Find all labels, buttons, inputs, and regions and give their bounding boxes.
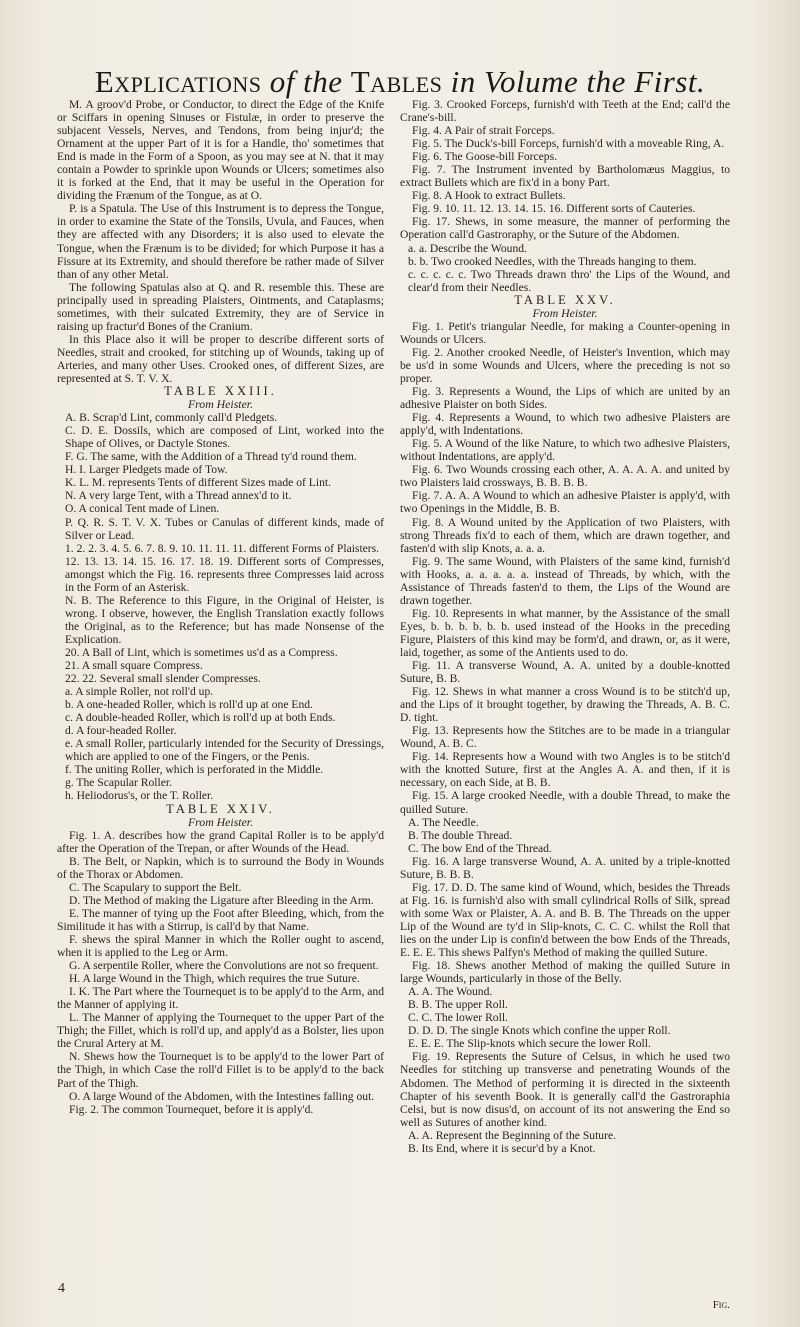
entry: Fig. 8. A Wound united by the Application of two Plaisters, with strong Threads fix'd to each of them, which are drawn together, and fasten'd with slip Knots, a. a. a. <box>400 515 730 555</box>
entry: d. A four-headed Roller. <box>65 724 177 738</box>
entry: A. A. Represent the Beginning of the Suture. <box>408 1128 617 1142</box>
entry: Fig. 16. A large transverse Wound, A. A. united by a triple-knotted Suture, B. B. B. <box>400 854 730 881</box>
entry: b. A one-headed Roller, which is roll'd up at one End. <box>65 698 313 712</box>
paragraph: M. A groov'd Probe, or Conductor, to direct the Edge of the Knife or Sciffars in opening Sinuses or Fistulæ, in order to preserve the subjacent Vessels, Nerves, and Tendons, from being injur'd; the Ornament at the upper Part of it is for a Handle, tho' sometimes that End is made in the Form of a Spoon, as you may see at N. that it may contain a Powder to sprinkle upon Wounds or Ulcers; sometimes also it is forked at the End, that it may be useful in the Operation for dividing the Frænum of the Tongue, as at O. <box>57 98 384 203</box>
entry: Fig. 11. A transverse Wound, A. A. united by a double-knotted Suture, B. B. <box>400 659 730 686</box>
entry: Fig. 2. The common Tournequet, before it is apply'd. <box>69 1102 314 1116</box>
entry: b. b. Two crooked Needles, with the Threads hanging to them. <box>408 254 697 268</box>
page-number: 4 <box>58 1281 65 1296</box>
entry: D. The Method of making the Ligature after Bleeding in the Arm. <box>69 893 374 907</box>
paragraph: The following Spatulas also at Q. and R. resemble this. These are principally used in spreading Plaisters, Ointments, and Cataplasms; sometimes, with their sulcated Extremity, they are of Service in raising up fractur'd Bones of the Cranium. <box>57 280 384 333</box>
entry: Fig. 17. Shews, in some measure, the manner of performing the Operation call'd Gastroraphy, or the Suture of the Abdomen. <box>400 215 730 242</box>
entry: O. A conical Tent made of Linen. <box>65 502 220 516</box>
entry: f. The uniting Roller, which is perforated in the Middle. <box>65 763 324 777</box>
table-25-heading: TABLE XXV. <box>514 292 616 307</box>
entry: Fig. 7. A. A. A Wound to which an adhesive Plaister is apply'd, with two Openings in the Middle, B. B. <box>400 489 730 516</box>
entry: Fig. 19. Represents the Suture of Celsus, in which he used two Needles for stitching up transverse and penetrating Wounds of the Abdomen. The Method of performing it is directed in the sixteenth Chapter of his seventh Book. It is generally call'd the Gastroraphia Celsi, but is now disus'd, on account of its not answering the End so well as Sutures of another kind. <box>400 1050 730 1129</box>
entry: G. A serpentile Roller, where the Convolutions are not so frequent. <box>69 959 379 973</box>
entry: A. B. Scrap'd Lint, commonly call'd Pledgets. <box>65 411 278 425</box>
entry: Fig. 7. The Instrument invented by Bartholomæus Maggius, to extract Bullets which are fix'd in a bony Part. <box>400 163 730 190</box>
entry: E. E. E. The Slip-knots which secure the lower Roll. <box>408 1037 651 1051</box>
table-23-heading: TABLE XXIII. <box>164 384 277 399</box>
entry: Fig. 1. A. describes how the grand Capital Roller is to be apply'd after the Operation of the Trepan, or after Wounds of the Head. <box>57 828 384 855</box>
entry: N. Shews how the Tournequet is to be apply'd to the lower Part of the Thigh, in which Case the roll'd Fillet is to be apply'd to the back Part of the Thigh. <box>57 1050 384 1090</box>
paragraph: P. is a Spatula. The Use of this Instrument is to depress the Tongue, in order to examine the State of the Tonsils, Uvula, and Fauces, when they are affected with any Disorders; it is also used to elevate the Tongue, when the Frænum is to be divided; for which Purpose it has a Fissure at its Extremity, and should therefore be rather made of Silver than of any other Metal. <box>57 202 384 281</box>
table-24-source: From Heister. <box>187 814 254 829</box>
entry: c. A double-headed Roller, which is roll'd up at both Ends. <box>65 711 336 725</box>
entry: C. The bow End of the Thread. <box>408 841 552 855</box>
entry: Fig. 5. The Duck's-bill Forceps, furnish'd with a moveable Ring, A. <box>412 137 725 151</box>
table-25-source: From Heister. <box>532 305 598 320</box>
title-word-of-the: of the <box>269 64 343 99</box>
entry: Fig. 4. Represents a Wound, to which two adhesive Plaisters are apply'd, with Indentations. <box>400 411 730 438</box>
entry: C. D. E. Dossils, which are composed of Lint, worked into the Shape of Olives, or Dactyle Stones. <box>65 424 384 451</box>
entry: Fig. 12. Shews in what manner a cross Wound is to be stitch'd up, and the Lips of it brought together, by drawing the Threads, A. B. C. D. tight. <box>400 685 730 725</box>
entry: 20. A Ball of Lint, which is sometimes us'd as a Compress. <box>65 645 338 659</box>
entry: K. L. M. represents Tents of different Sizes made of Lint. <box>65 476 331 490</box>
entry: H. A large Wound in the Thigh, which requires the true Suture. <box>69 972 360 986</box>
page-title <box>0 64 800 100</box>
left-column <box>57 98 384 1269</box>
entry: c. c. c. c. c. Two Threads drawn thro' the Lips of the Wound, and clear'd from their Needles. <box>408 267 730 294</box>
entry: L. The Manner of applying the Tournequet to the upper Part of the Thigh; the Fillet, which is roll'd up, and apply'd as a Bolster, lies upon the Crural Artery at M. <box>57 1011 384 1051</box>
entry: 22. 22. Several small slender Compresses. <box>65 672 261 686</box>
entry: Fig. 2. Another crooked Needle, of Heister's Invention, which may be us'd in some Wounds and Ulcers, where the preceding is not so proper. <box>400 345 730 385</box>
entry: 1. 2. 2. 3. 4. 5. 6. 7. 8. 9. 10. 11. 11. 11. different Forms of Plaisters. <box>65 541 380 555</box>
entry: C. The Scapulary to support the Belt. <box>69 880 242 894</box>
entry: I. K. The Part where the Tournequet is to be apply'd to the Arm, and the Manner of applying it. <box>57 985 384 1012</box>
entry: Fig. 13. Represents how the Stitches are to be made in a triangular Wound, A. B. C. <box>400 724 730 751</box>
title-word-tables: Tables <box>350 64 443 99</box>
entry: Fig. 9. The same Wound, with Plaisters of the same kind, furnish'd with Hooks, a. a. a. a. a. instead of Threads, by which, with the Assistance of Threads fasten'd to them, the Lips of the Wound are drawn together. <box>400 554 730 607</box>
entry: Fig. 4. A Pair of strait Forceps. <box>412 124 555 138</box>
entry: O. A large Wound of the Abdomen, with the Intestines falling out. <box>69 1089 375 1103</box>
entry: N. B. The Reference to this Figure, in the Original of Heister, is wrong. I observe, however, the English Translation exactly follows the Original, as to the Reference; but has made Nonsense of the Explication. <box>65 593 384 646</box>
entry: F. G. The same, with the Addition of a Thread ty'd round them. <box>65 450 357 464</box>
entry: P. Q. R. S. T. V. X. Tubes or Canulas of different kinds, made of Silver or Lead. <box>65 515 384 542</box>
right-column <box>400 98 730 1269</box>
entry: N. A very large Tent, with a Thread annex'd to it. <box>65 489 292 503</box>
entry: D. D. D. The single Knots which confine the upper Roll. <box>408 1024 671 1038</box>
entry: C. C. The lower Roll. <box>408 1011 508 1025</box>
entry: Fig. 17. D. D. The same kind of Wound, which, besides the Threads at Fig. 16. is furnish'd also with small cylindrical Rolls of Silk, spread with some Wax or Plaister, A. A. and B. B. The Threads on the upper Lip of the Wound are ty'd in Slip-knots, C. C. C. whilst the Roll that lies on the under Lip is confin'd between the bow Ends of the Threads, E. E. E. This shews Palfyn's Method of making the quilled Suture. <box>400 880 730 960</box>
entry: h. Heliodorus's, or the T. Roller. <box>65 789 214 803</box>
entry: B. Its End, where it is secur'd by a Knot. <box>408 1141 596 1155</box>
entry: Fig. 3. Crooked Forceps, furnish'd with Teeth at the End; call'd the Crane's-bill. <box>400 98 730 125</box>
entry: A. The Needle. <box>408 815 479 829</box>
paragraph: In this Place also it will be proper to describe different sorts of Needles, strait and crooked, for stitching up of Wounds, taking up of Arteries, and many other Uses. Crooked ones, of different Sizes, are represented at S. T. V. X. <box>57 332 384 385</box>
title-word-explications: Explications <box>94 64 262 99</box>
entry: Fig. 15. A large crooked Needle, with a double Thread, to make the quilled Suture. <box>400 789 730 816</box>
entry: g. The Scapular Roller. <box>65 776 173 790</box>
entry: E. The manner of tying up the Foot after Bleeding, which, from the Similitude it has with a Stirrup, is call'd by that Name. <box>57 906 384 933</box>
entry: Fig. 6. The Goose-bill Forceps. <box>412 150 558 164</box>
entry: B. The double Thread. <box>408 828 513 842</box>
entry: H. I. Larger Pledgets made of Tow. <box>65 463 228 477</box>
entry: B. B. The upper Roll. <box>408 998 508 1012</box>
title-word-volume: in Volume the First. <box>450 64 706 99</box>
entry: F. shews the spiral Manner in which the Roller ought to ascend, when it is applied to the Leg or Arm. <box>57 933 384 960</box>
entry: Fig. 1. Petit's triangular Needle, for making a Counter-opening in Wounds or Ulcers. <box>400 319 730 346</box>
entry: Fig. 3. Represents a Wound, the Lips of which are united by an adhesive Plaister on both Sides. <box>400 385 730 412</box>
entry: Fig. 18. Shews another Method of making the quilled Suture in large Wounds, particularly in those of the Belly. <box>400 959 730 986</box>
catchword: Fig. <box>712 1299 730 1311</box>
entry: A. A. The Wound. <box>408 985 493 999</box>
entry: a. A simple Roller, not roll'd up. <box>65 685 214 699</box>
entry: 21. A small square Compress. <box>65 659 203 673</box>
entry: Fig. 14. Represents how a Wound with two Angles is to be stitch'd with the knotted Suture, first at the Angles A. A. and then, if it is necessary, on each Side, at B. B. <box>400 750 730 790</box>
entry: 12. 13. 13. 14. 15. 16. 17. 18. 19. Different sorts of Compresses, amongst which the Fig. 16. represents three Compresses laid across in the Form of an Asterisk. <box>65 554 384 594</box>
entry: e. A small Roller, particularly intended for the Security of Dressings, which are applied to one of the Fingers, or the Penis. <box>65 737 384 764</box>
entry: B. The Belt, or Napkin, which is to surround the Body in Wounds of the Thorax or Abdomen. <box>57 854 384 881</box>
entry: Fig. 6. Two Wounds crossing each other, A. A. A. A. and united by two Plaisters laid crossways, B. B. B. B. <box>400 463 730 490</box>
table-23-source: From Heister. <box>187 397 254 412</box>
entry: Fig. 8. A Hook to extract Bullets. <box>412 189 566 203</box>
entry: Fig. 5. A Wound of the like Nature, to which two adhesive Plaisters, without Indentations, are apply'd. <box>400 437 730 464</box>
entry: Fig. 10. Represents in what manner, by the Assistance of the small Eyes, b. b. b. b. b. b. used instead of the Hooks in the preceding Figure, Plaisters of this kind may be form'd, and drawn, or, as it were, laid, together, as some of the Antients used to do. <box>400 606 730 659</box>
table-24-heading: TABLE XXIV. <box>166 801 275 816</box>
entry: a. a. Describe the Wound. <box>408 241 527 255</box>
entry: Fig. 9. 10. 11. 12. 13. 14. 15. 16. Different sorts of Cauteries. <box>412 202 696 216</box>
